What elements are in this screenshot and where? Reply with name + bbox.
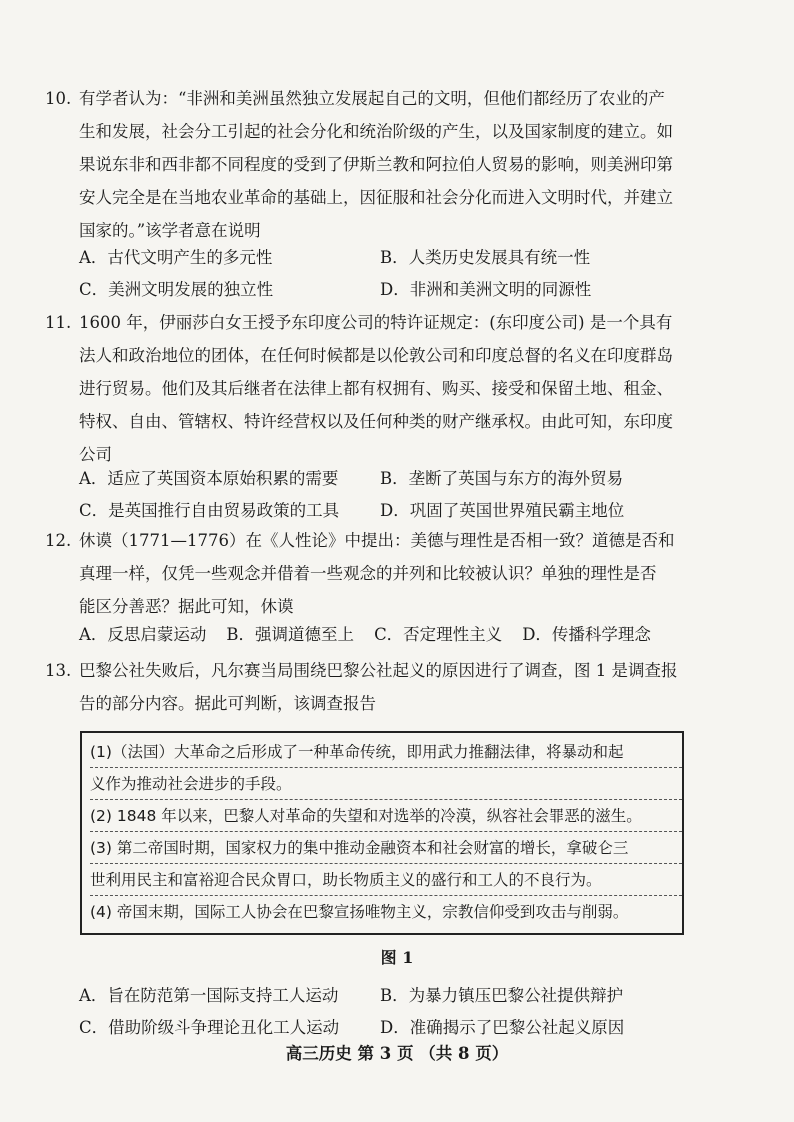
figure-line-1: (1)（法国）大革命之后形成了一种革命传统，即用武力推翻法律，将暴动和起 [90, 737, 682, 768]
option-a: A．反思启蒙运动 [79, 625, 207, 644]
question-11-line-1: 11. 1600 年，伊丽莎白女王授予东印度公司的特许证规定：(东印度公司) 是一个具有 [45, 306, 745, 339]
question-10-options [79, 242, 739, 306]
option-b: B．为暴力镇压巴黎公社提供辩护 [380, 986, 624, 1005]
question-10 [45, 82, 745, 247]
figure-line-3: (2) 1848 年以来，巴黎人对革命的失望和对选举的冷漠，纵容社会罪恶的滋生。 [90, 801, 682, 832]
question-number: 12. [45, 531, 72, 550]
question-13-options [79, 980, 739, 1044]
figure-line-4: (3) 第二帝国时期，国家权力的集中推动金融资本和社会财富的增长，拿破仑三 [90, 833, 682, 864]
figure-line-6: (4) 帝国末期，国际工人协会在巴黎宣扬唯物主义，宗教信仰受到攻击与削弱。 [90, 903, 629, 921]
question-12-line-2: 真理一样，仅凭一些观念并借着一些观念的并列和比较被认识？单独的理性是否 [79, 564, 657, 583]
option-a: A．旨在防范第一国际支持工人运动 [79, 986, 339, 1005]
figure-caption: 图 1 [380, 948, 414, 967]
option-d: D．准确揭示了巴黎公社起义原因 [380, 1018, 625, 1037]
question-10-line-2: 生和发展，社会分工引起的社会分化和统治阶级的产生，以及国家制度的建立。如 [79, 122, 673, 141]
question-12-line-1: 12. 休谟（1771—1776）在《人性论》中提出：美德与理性是否相一致？道德是否和 [45, 524, 745, 557]
question-11-line-4: 特权、自由、管辖权、特许经营权以及任何种类的财产继承权。由此可知，东印度 [79, 412, 673, 431]
option-b: B．垄断了英国与东方的海外贸易 [380, 469, 624, 488]
option-c: C．美洲文明发展的独立性 [79, 280, 274, 299]
question-13-line-2: 告的部分内容。据此可判断，该调查报告 [79, 694, 376, 713]
question-13-line-1: 13. 巴黎公社失败后，凡尔赛当局围绕巴黎公社起义的原因进行了调查，图 1 是调查报 [45, 654, 745, 687]
page-footer: 高三历史 第 3 页 （共 8 页） [285, 1044, 509, 1063]
option-a: A．适应了英国资本原始积累的需要 [79, 469, 339, 488]
option-d: D．非洲和美洲文明的同源性 [380, 280, 592, 299]
option-b: B．强调道德至上 [226, 625, 355, 644]
option-d: D．传播科学理念 [522, 625, 651, 644]
question-10-line-1: 10. 有学者认为：“非洲和美洲虽然独立发展起自己的文明，但他们都经历了农业的产 [45, 82, 745, 115]
question-11-options [79, 463, 739, 527]
figure-line-5: 世利用民主和富裕迎合民众胃口，助长物质主义的盛行和工人的不良行为。 [90, 865, 682, 896]
question-13 [45, 654, 745, 720]
option-d: D．巩固了英国世界殖民霸主地位 [380, 501, 625, 520]
figure-line-2: 义作为推动社会进步的手段。 [90, 769, 682, 800]
option-c: C．借助阶级斗争理论丑化工人运动 [79, 1018, 340, 1037]
question-12-options [79, 619, 739, 651]
question-11-line-2: 法人和政治地位的团体，在任何时候都是以伦敦公司和印度总督的名义在印度群岛 [79, 346, 673, 365]
question-11-line-5: 公司 [79, 445, 112, 464]
option-c: C．否定理性主义 [374, 625, 503, 644]
question-12-line-3: 能区分善恶？据此可知，休谟 [79, 597, 294, 616]
question-12 [45, 524, 745, 623]
question-number: 10. [45, 89, 72, 108]
question-10-line-5: 国家的。”该学者意在说明 [79, 221, 261, 240]
question-10-line-4: 安人完全是在当地农业革命的基础上，因征服和社会分化而进入文明时代，并建立 [79, 188, 673, 207]
figure-1-box [80, 731, 684, 935]
option-b: B．人类历史发展具有统一性 [380, 248, 591, 267]
question-11-line-3: 进行贸易。他们及其后继者在法律上都有权拥有、购买、接受和保留土地、租金、 [79, 379, 673, 398]
option-c: C．是英国推行自由贸易政策的工具 [79, 501, 340, 520]
question-number: 11. [45, 313, 72, 332]
question-10-line-3: 果说东非和西非都不同程度的受到了伊斯兰教和阿拉伯人贸易的影响，则美洲印第 [79, 155, 673, 174]
option-a: A．古代文明产生的多元性 [79, 248, 273, 267]
question-11 [45, 306, 745, 471]
question-number: 13. [45, 661, 72, 680]
